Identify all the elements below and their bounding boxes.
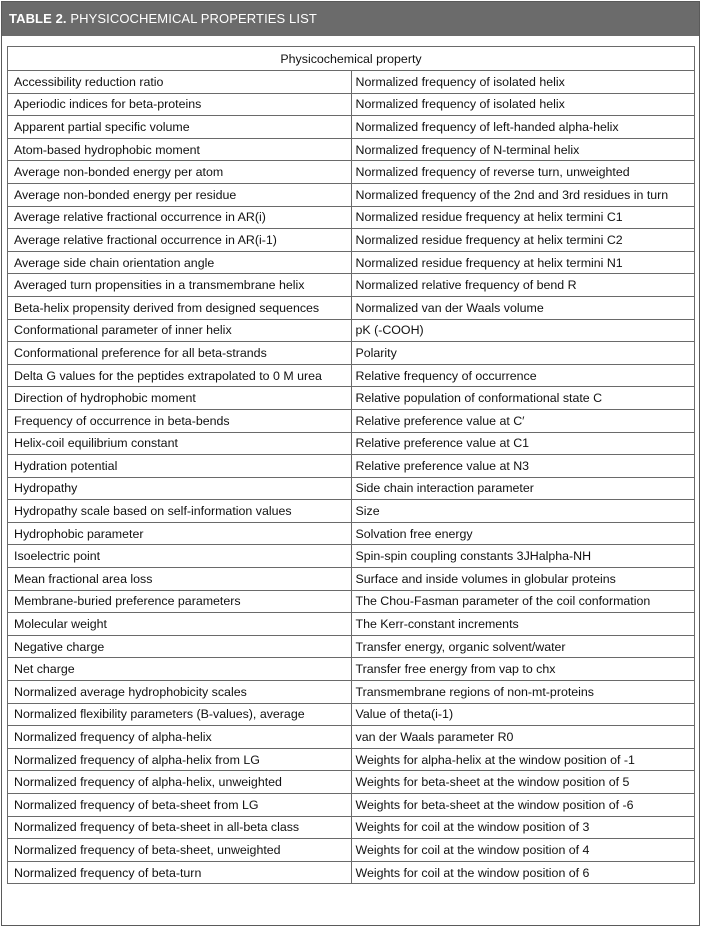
table-row (8, 477, 695, 500)
property-left-cell: Normalized average hydrophobicity scales (8, 681, 352, 704)
table-label: TABLE 2. (9, 11, 67, 26)
property-right-cell: Side chain interaction parameter (351, 477, 695, 500)
property-left-cell: Average relative fractional occurrence in AR(i-1) (8, 229, 352, 252)
table-row (8, 183, 695, 206)
property-right-cell: Normalized frequency of isolated helix (351, 71, 695, 94)
property-right-cell: Normalized frequency of reverse turn, unweighted (351, 161, 695, 184)
table-row (8, 839, 695, 862)
property-left-cell: Delta G values for the peptides extrapolated to 0 M urea (8, 364, 352, 387)
property-right-cell: Weights for coil at the window position of 6 (351, 861, 695, 884)
property-left-cell: Mean fractional area loss (8, 568, 352, 591)
property-left-cell: Normalized frequency of alpha-helix (8, 726, 352, 749)
property-left-cell: Normalized frequency of beta-sheet in all-beta class (8, 816, 352, 839)
property-right-cell: Normalized frequency of the 2nd and 3rd residues in turn (351, 183, 695, 206)
property-left-cell: Hydrophobic parameter (8, 522, 352, 545)
property-left-cell: Conformational preference for all beta-strands (8, 342, 352, 365)
property-left-cell: Negative charge (8, 635, 352, 658)
property-left-cell: Averaged turn propensities in a transmembrane helix (8, 274, 352, 297)
table-row (8, 635, 695, 658)
property-left-cell: Atom-based hydrophobic moment (8, 138, 352, 161)
property-left-cell: Hydropathy scale based on self-information values (8, 500, 352, 523)
property-left-cell: Accessibility reduction ratio (8, 71, 352, 94)
property-right-cell: Polarity (351, 342, 695, 365)
property-left-cell: Normalized frequency of alpha-helix from LG (8, 748, 352, 771)
table-row (8, 861, 695, 884)
table-row (8, 274, 695, 297)
table-row (8, 206, 695, 229)
table-row (8, 613, 695, 636)
table-row (8, 93, 695, 116)
table-row (8, 116, 695, 139)
table-row (8, 522, 695, 545)
property-right-cell: Spin-spin coupling constants 3JHalpha-NH (351, 545, 695, 568)
property-right-cell: Weights for beta-sheet at the window position of -6 (351, 794, 695, 817)
property-left-cell: Hydropathy (8, 477, 352, 500)
property-right-cell: Weights for alpha-helix at the window position of -1 (351, 748, 695, 771)
table-row (8, 703, 695, 726)
property-right-cell: Surface and inside volumes in globular proteins (351, 568, 695, 591)
property-right-cell: Relative population of conformational state C (351, 387, 695, 410)
property-left-cell: Frequency of occurrence in beta-bends (8, 409, 352, 432)
property-left-cell: Beta-helix propensity derived from designed sequences (8, 296, 352, 319)
property-right-cell: Size (351, 500, 695, 523)
property-left-cell: Normalized frequency of beta-sheet, unweighted (8, 839, 352, 862)
property-right-cell: Weights for coil at the window position of 3 (351, 816, 695, 839)
property-right-cell: Normalized frequency of left-handed alpha-helix (351, 116, 695, 139)
property-left-cell: Hydration potential (8, 455, 352, 478)
property-left-cell: Isoelectric point (8, 545, 352, 568)
property-right-cell: Normalized residue frequency at helix termini C1 (351, 206, 695, 229)
table-row (8, 251, 695, 274)
property-left-cell: Average relative fractional occurrence in AR(i) (8, 206, 352, 229)
property-right-cell: Value of theta(i-1) (351, 703, 695, 726)
property-right-cell: Relative preference value at C′ (351, 409, 695, 432)
property-right-cell: Normalized van der Waals volume (351, 296, 695, 319)
table-row (8, 658, 695, 681)
table-row (8, 296, 695, 319)
property-right-cell: Normalized frequency of N-terminal helix (351, 138, 695, 161)
table-row (8, 771, 695, 794)
table-title-text: PHYSICOCHEMICAL PROPERTIES LIST (70, 11, 317, 26)
table-row (8, 500, 695, 523)
table-row (8, 455, 695, 478)
column-header: Physicochemical property (8, 47, 695, 71)
property-right-cell: Normalized frequency of isolated helix (351, 93, 695, 116)
property-right-cell: Transmembrane regions of non-mt-proteins (351, 681, 695, 704)
table-row (8, 432, 695, 455)
property-left-cell: Aperiodic indices for beta-proteins (8, 93, 352, 116)
table-row (8, 161, 695, 184)
property-right-cell: Weights for coil at the window position of 4 (351, 839, 695, 862)
property-left-cell: Net charge (8, 658, 352, 681)
table-title-bar (2, 2, 699, 36)
property-right-cell: Relative frequency of occurrence (351, 364, 695, 387)
table-row (8, 590, 695, 613)
property-right-cell: The Chou-Fasman parameter of the coil conformation (351, 590, 695, 613)
property-left-cell: Conformational parameter of inner helix (8, 319, 352, 342)
properties-table (7, 46, 695, 884)
property-left-cell: Molecular weight (8, 613, 352, 636)
table-row (8, 319, 695, 342)
property-right-cell: Solvation free energy (351, 522, 695, 545)
property-right-cell: Weights for beta-sheet at the window position of 5 (351, 771, 695, 794)
property-left-cell: Apparent partial specific volume (8, 116, 352, 139)
property-right-cell: Transfer energy, organic solvent/water (351, 635, 695, 658)
property-left-cell: Normalized frequency of beta-turn (8, 861, 352, 884)
property-left-cell: Normalized frequency of alpha-helix, unweighted (8, 771, 352, 794)
table-row (8, 71, 695, 94)
table-row (8, 748, 695, 771)
table-row (8, 681, 695, 704)
table-row (8, 364, 695, 387)
property-right-cell: Transfer free energy from vap to chx (351, 658, 695, 681)
table-row (8, 726, 695, 749)
table-header-row (8, 47, 695, 71)
table-row (8, 387, 695, 410)
table-row (8, 138, 695, 161)
property-left-cell: Normalized frequency of beta-sheet from LG (8, 794, 352, 817)
table-row (8, 816, 695, 839)
property-right-cell: Relative preference value at N3 (351, 455, 695, 478)
property-left-cell: Direction of hydrophobic moment (8, 387, 352, 410)
property-right-cell: Normalized residue frequency at helix termini N1 (351, 251, 695, 274)
property-left-cell: Normalized flexibility parameters (B-values), average (8, 703, 352, 726)
table-body (8, 71, 695, 884)
table-row (8, 229, 695, 252)
property-right-cell: pK (-COOH) (351, 319, 695, 342)
table-row (8, 568, 695, 591)
table-row (8, 409, 695, 432)
table-row (8, 545, 695, 568)
table-row (8, 794, 695, 817)
property-left-cell: Membrane-buried preference parameters (8, 590, 352, 613)
table-row (8, 342, 695, 365)
table-title (9, 2, 317, 36)
property-right-cell: Relative preference value at C1 (351, 432, 695, 455)
property-right-cell: Normalized relative frequency of bend R (351, 274, 695, 297)
property-left-cell: Average non-bonded energy per residue (8, 183, 352, 206)
property-left-cell: Average non-bonded energy per atom (8, 161, 352, 184)
property-left-cell: Average side chain orientation angle (8, 251, 352, 274)
property-right-cell: The Kerr-constant increments (351, 613, 695, 636)
property-right-cell: van der Waals parameter R0 (351, 726, 695, 749)
property-right-cell: Normalized residue frequency at helix termini C2 (351, 229, 695, 252)
property-left-cell: Helix-coil equilibrium constant (8, 432, 352, 455)
